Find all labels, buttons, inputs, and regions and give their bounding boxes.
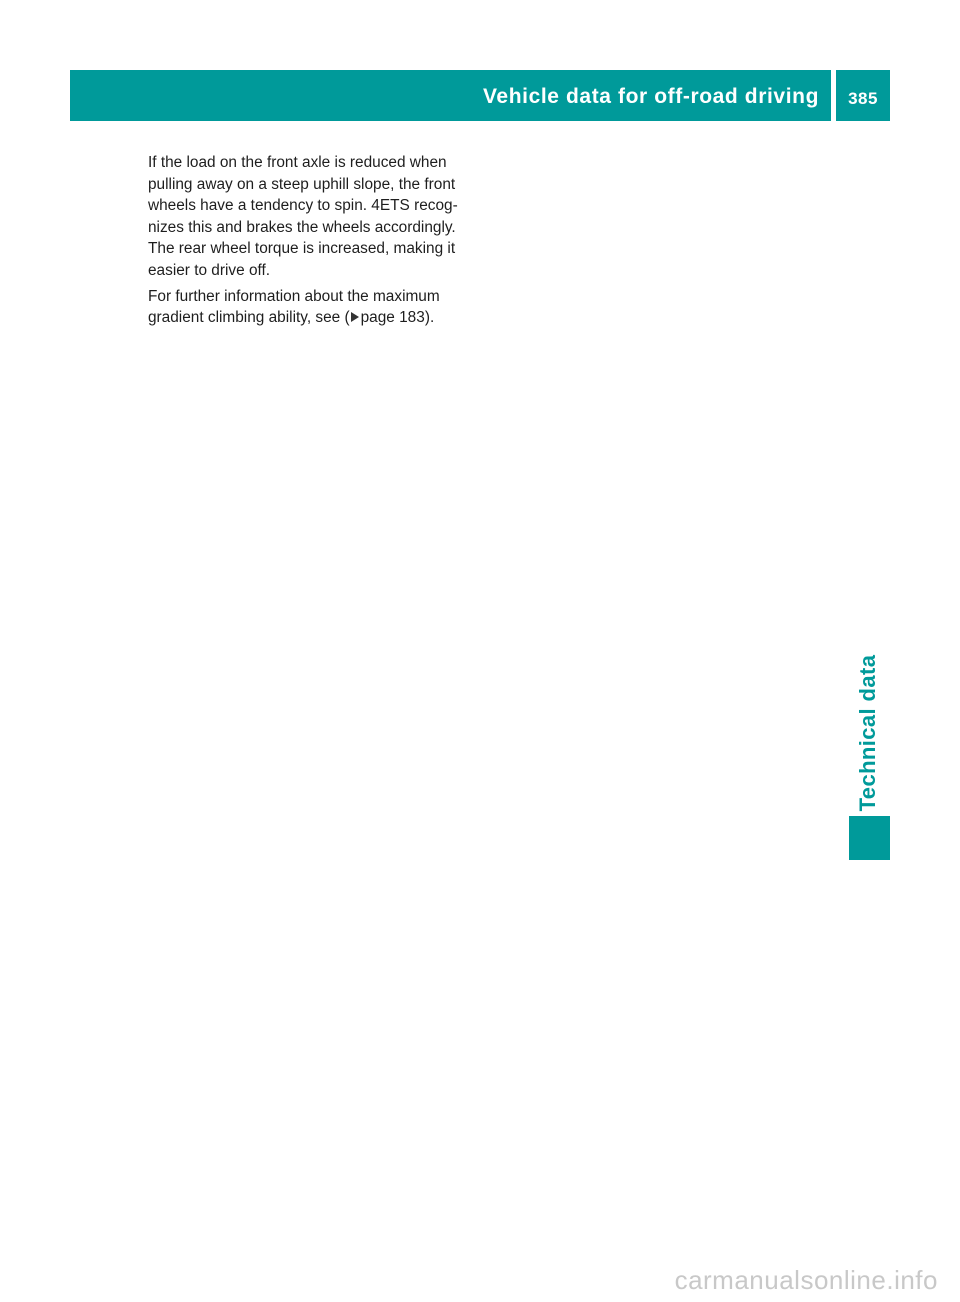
paragraph-2-end: ). (424, 309, 435, 327)
page-reference-arrow-icon (351, 312, 359, 322)
page-reference-link[interactable]: page 183 (360, 309, 425, 327)
side-tab-marker (849, 816, 890, 860)
side-tab-label: Technical data (855, 654, 880, 812)
paragraph-2-text: For further information about the maximum gradient climbing ability, see ( (148, 287, 440, 327)
watermark: carmanualsonline.info (674, 1265, 938, 1295)
page-number: 385 (848, 89, 878, 108)
header-bar (70, 70, 831, 121)
paragraph-2 (148, 286, 482, 329)
main-content (148, 152, 482, 333)
side-tab[interactable] (846, 640, 890, 826)
paragraph-1: If the load on the front axle is reduced when pulling away on a steep uphill slope, the front wheels have a tendency to spin. 4ETS recog-nizes this and brakes the wheels accordingly. The rear wheel torque is increased, making it easier to drive off. (148, 154, 458, 279)
page-number-box (836, 70, 890, 121)
section-title: Vehicle data for off-road driving (482, 85, 819, 108)
